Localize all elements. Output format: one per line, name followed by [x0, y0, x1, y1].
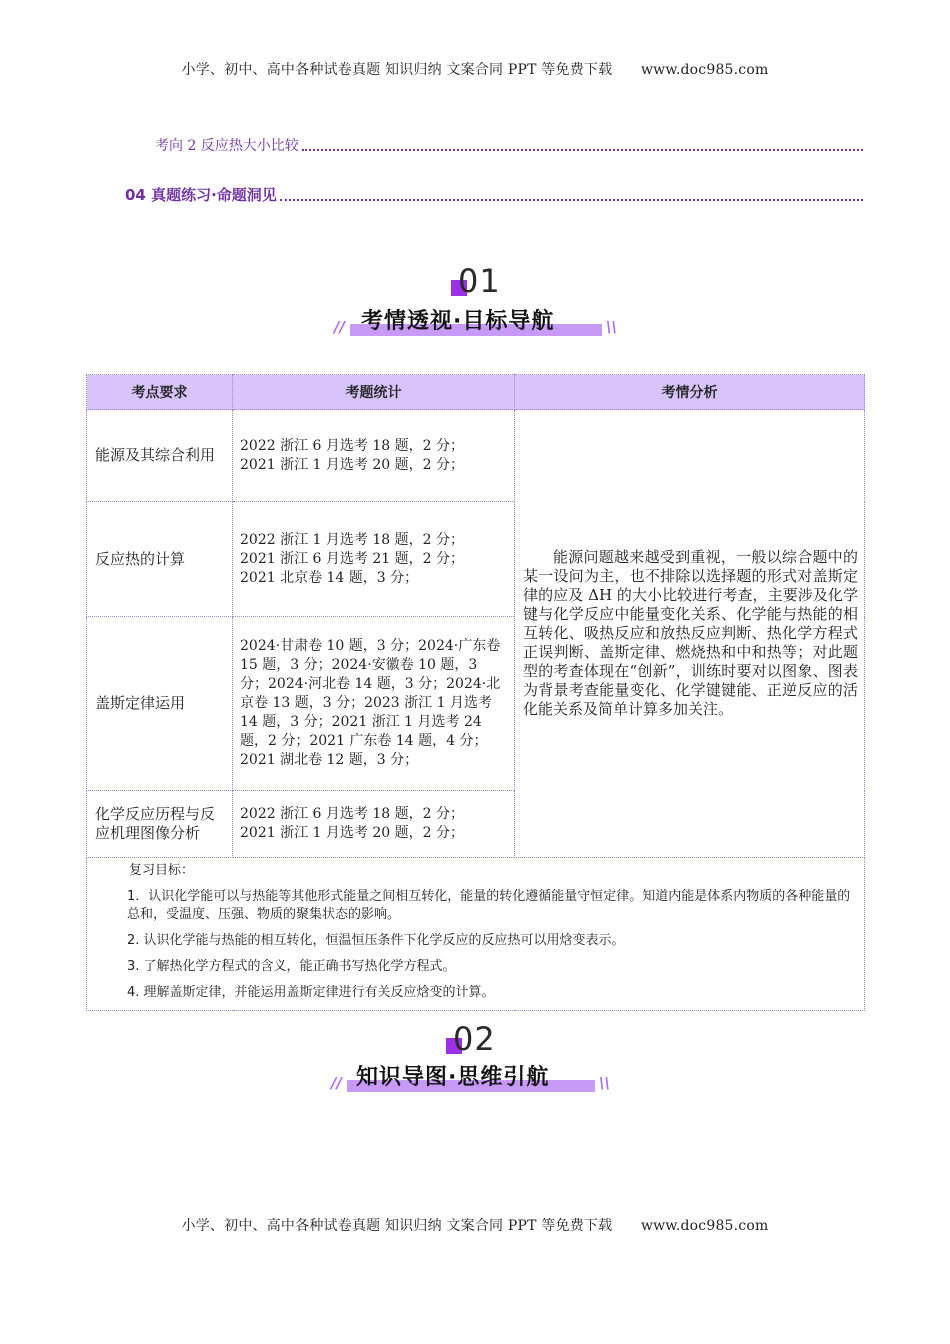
exam-analysis-table — [86, 374, 865, 1011]
goal-item: 2. 认识化学能与热能的相互转化，恒温恒压条件下化学反应的反应热可以用焓变表示。 — [127, 933, 625, 948]
goal-item: 3. 了解热化学方程式的含义，能正确书写热化学方程式。 — [127, 959, 456, 974]
toc-leader-dots — [280, 199, 863, 201]
toc-label: 04 真题练习·命题洞见 — [125, 186, 277, 204]
section-heading: 考情透视·目标导航 — [361, 309, 555, 334]
analysis-cell: 能源问题越来越受到重视，一般以综合题中的某一设问为主，也不排除以选择题的形式对盖斯定律的应及 ΔH 的大小比较进行考查，主要涉及化学键与化学反应中能量变化关系、化学能与热能的相互转化、吸热反应和放热反应判断、热化学方程式正误判断、盖斯定律、燃烧热和中和热等；对此题型的考查体现在“创新”，训练时要对以图象、图表为背景考查能量变化、化学键键能、正逆反应的活化能关系及简单计算多加关注。 — [515, 410, 865, 858]
toc-entry-04[interactable] — [125, 184, 863, 205]
point-cell: 反应热的计算 — [87, 502, 233, 617]
table-header-row — [87, 375, 865, 410]
slash-left-decoration: // — [331, 1074, 342, 1092]
stats-line: 2021 北京卷 14 题，3 分； — [240, 569, 419, 586]
goal-item — [95, 888, 854, 924]
page-footer — [0, 1215, 950, 1235]
page-header — [0, 59, 950, 79]
slash-right-decoration: \\ — [606, 318, 617, 336]
stats-cell — [233, 791, 515, 858]
section-01-title — [0, 262, 950, 342]
header-point: 考点要求 — [87, 375, 233, 410]
slash-right-decoration: \\ — [599, 1074, 610, 1092]
stats-line: 2021 浙江 1 月选考 20 题，2 分； — [240, 456, 464, 473]
stats-text: 2024·甘肃卷 10 题，3 分；2024·广东卷 15 题，3 分；2024·安徽卷 10 题，3 分；2024·河北卷 14 题，3 分；2024·北京卷 13 题，3 分；2023 浙江 1 月选考 14 题，3 分；2021 浙江 1 月选考 24 题，2 分；2021 广东卷 14 题，4 分；2021 湖北卷 12 题，3 分； — [240, 638, 501, 768]
section-number: 02 — [453, 1020, 496, 1058]
goal-item: 4. 理解盖斯定律，并能运用盖斯定律进行有关反应焓变的计算。 — [127, 985, 495, 1000]
point-cell: 能源及其综合利用 — [87, 410, 233, 502]
toc-label: 考向 2 反应热大小比较 — [155, 138, 299, 154]
stats-line: 2022 浙江 6 月选考 18 题，2 分； — [240, 806, 464, 822]
stats-cell — [233, 617, 515, 791]
point-cell: 化学反应历程与反应机理图像分析 — [87, 791, 233, 858]
header-text: 小学、初中、高中各种试卷真题 知识归纳 文案合同 PPT 等免费下载 — [181, 62, 613, 78]
goal-text: 1．认识化学能可以与热能等其他形式能量之间相互转化，能量的转化遵循能量守恒定律。知道内能是体系内物质的各种能量的总和，受温度、压强、物质的聚集状态的影响。 — [127, 889, 851, 922]
stats-line: 2021 浙江 6 月选考 21 题，2 分； — [240, 550, 464, 567]
stats-cell — [233, 502, 515, 617]
goals-title: 复习目标： — [129, 863, 195, 878]
header-stats: 考题统计 — [233, 375, 515, 410]
goals-cell — [87, 858, 865, 1011]
stats-line: 2022 浙江 6 月选考 18 题，2 分； — [240, 437, 464, 454]
stats-line: 2021 浙江 1 月选考 20 题，2 分； — [240, 825, 464, 841]
stats-line: 2022 浙江 1 月选考 18 题，2 分； — [240, 531, 464, 548]
section-02-title — [0, 1020, 950, 1100]
stats-cell — [233, 410, 515, 502]
section-heading: 知识导图·思维引航 — [356, 1065, 550, 1090]
table-row — [87, 410, 865, 502]
slash-left-decoration: // — [334, 318, 345, 336]
header-analysis: 考情分析 — [515, 375, 865, 410]
point-cell: 盖斯定律运用 — [87, 617, 233, 791]
section-number: 01 — [458, 262, 501, 300]
footer-text: 小学、初中、高中各种试卷真题 知识归纳 文案合同 PPT 等免费下载 — [181, 1218, 613, 1234]
goals-row — [87, 858, 865, 1011]
toc-entry-direction-2[interactable] — [155, 135, 863, 155]
footer-url[interactable]: www.doc985.com — [640, 1218, 769, 1234]
header-url[interactable]: www.doc985.com — [640, 62, 769, 78]
toc-leader-dots — [302, 149, 863, 151]
